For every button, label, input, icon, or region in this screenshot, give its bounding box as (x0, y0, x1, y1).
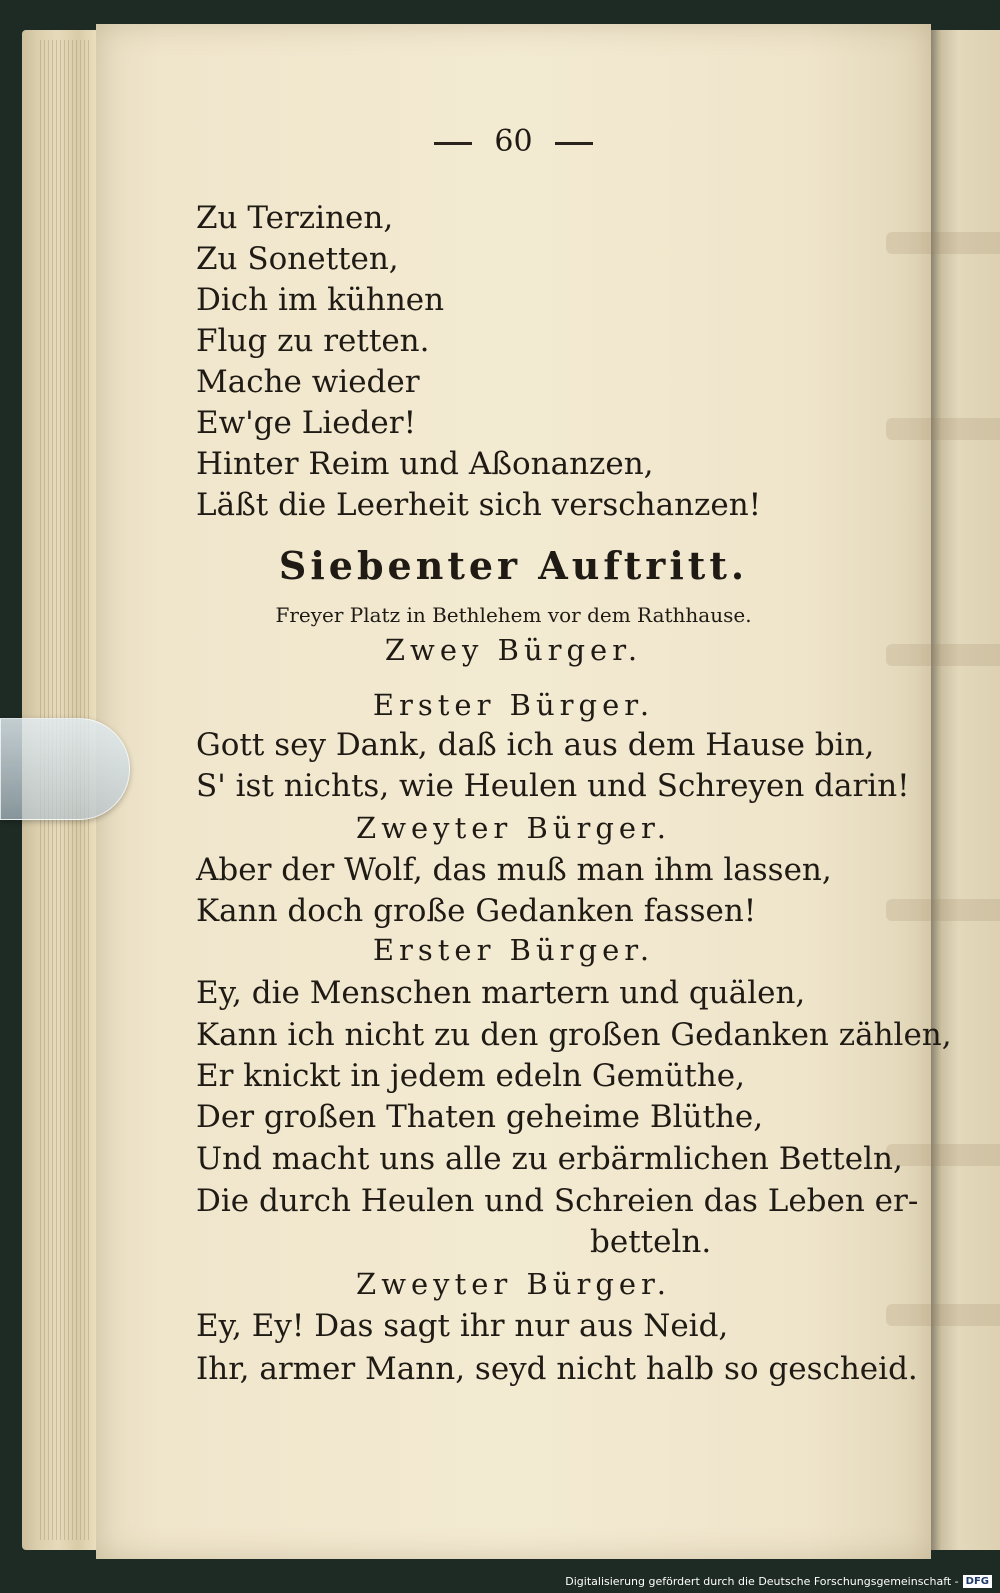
bleed-through (886, 1144, 1000, 1166)
speaker-name: Erster Bürger. (372, 688, 655, 722)
poem-line: Zu Sonetten, (196, 241, 399, 277)
footer-text: Digitalisierung gefördert durch die Deutsche Forschungsgemeinschaft - (565, 1574, 959, 1588)
page-number (96, 122, 931, 162)
characters: Zwey Bürger. (384, 633, 643, 667)
dash-right (555, 142, 593, 145)
dialogue-line: Ey, Ey! Das sagt ihr nur aus Neid, (196, 1308, 729, 1344)
poem-line: Flug zu retten. (196, 323, 430, 359)
dialogue-line: Ey, die Menschen martern und quälen, (196, 975, 806, 1011)
speaker-name: Erster Bürger. (372, 933, 655, 967)
bleed-through (886, 418, 1000, 440)
dialogue-line: Aber der Wolf, das muß man ihm lassen, (196, 852, 832, 888)
speaker-name: Zweyter Bürger. (356, 811, 671, 845)
dialogue-line-continuation: betteln. (590, 1224, 712, 1260)
poem-line: Ew'ge Lieder! (196, 405, 417, 441)
dialogue-line: Kann doch große Gedanken fassen! (196, 893, 757, 929)
page-number-value: 60 (494, 124, 533, 159)
dialogue-line: S' ist nichts, wie Heulen und Schreyen darin! (196, 768, 910, 804)
poem-line: Hinter Reim und Aßonanzen, (196, 446, 654, 482)
dialogue-line: Die durch Heulen und Schreien das Leben er- (196, 1183, 919, 1219)
dialogue-line: Der großen Thaten geheime Blüthe, (196, 1099, 764, 1135)
dialogue-line: Und macht uns alle zu erbärmlichen Betteln, (196, 1141, 903, 1177)
poem-line: Zu Terzinen, (196, 200, 394, 236)
bleed-through (886, 1304, 1000, 1326)
dialogue-line: Kann ich nicht zu den großen Gedanken zählen, (196, 1017, 952, 1053)
dialogue-line: Ihr, armer Mann, seyd nicht halb so gescheid. (196, 1351, 918, 1387)
speaker-name: Zweyter Bürger. (356, 1267, 671, 1301)
dialogue-line: Gott sey Dank, daß ich aus dem Hause bin, (196, 727, 875, 763)
dash-left (434, 142, 472, 145)
poem-line: Läßt die Leerheit sich verschanzen! (196, 487, 762, 523)
digitization-footer (565, 1572, 992, 1590)
poem-line: Mache wieder (196, 364, 420, 400)
dfg-logo-icon: DFG (963, 1575, 992, 1588)
dialogue-line: Er knickt in jedem edeln Gemüthe, (196, 1058, 745, 1094)
scene-title: Siebenter Auftritt. (278, 543, 749, 588)
scene-setting: Freyer Platz in Bethlehem vor dem Rathhause. (275, 603, 752, 627)
bleed-through (886, 232, 1000, 254)
page-clip (0, 718, 130, 820)
poem-line: Dich im kühnen (196, 282, 445, 318)
bleed-through (886, 899, 1000, 921)
